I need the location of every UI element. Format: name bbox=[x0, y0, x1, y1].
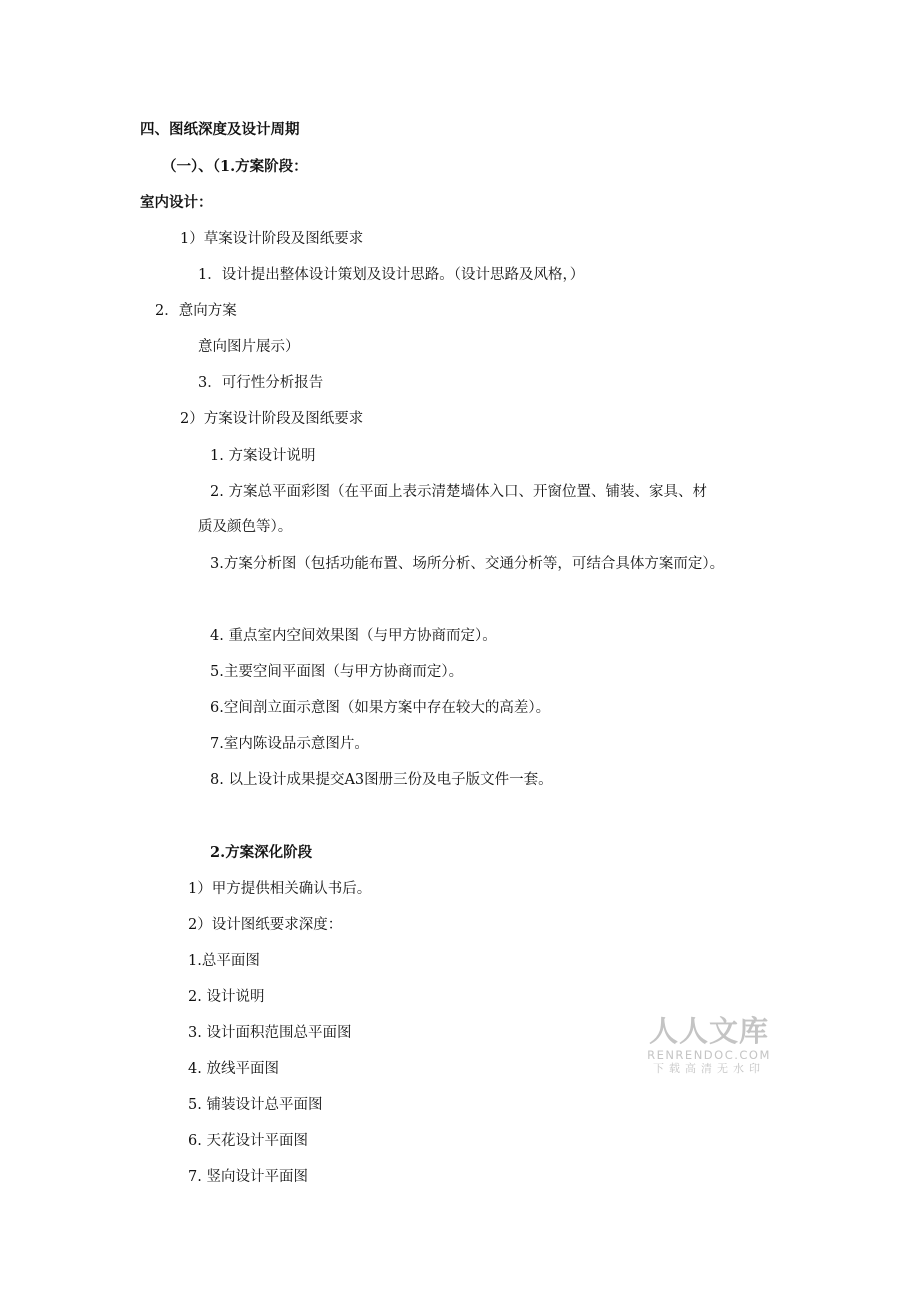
list-item: 3. 设计面积范围总平面图 bbox=[188, 1025, 352, 1041]
list-item: 4. 重点室内空间效果图（与甲方协商而定）。 bbox=[210, 628, 497, 644]
subsection-heading: （一）、（1.方案阶段： bbox=[162, 158, 308, 175]
stage-heading: 2.方案深化阶段 bbox=[210, 844, 313, 861]
list-item: 3．可行性分析报告 bbox=[198, 375, 324, 391]
list-item: 1.总平面图 bbox=[188, 953, 260, 969]
list-item: 2）设计图纸要求深度： bbox=[188, 917, 343, 933]
list-item: 2. 方案总平面彩图（在平面上表示清楚墙体入口、开窗位置、铺装、家具、材 bbox=[210, 484, 707, 500]
list-item: 7. 竖向设计平面图 bbox=[188, 1169, 308, 1185]
list-item: 4. 放线平面图 bbox=[188, 1061, 279, 1077]
list-item: 1）草案设计阶段及图纸要求 bbox=[180, 231, 364, 247]
category-heading: 室内设计： bbox=[140, 194, 213, 211]
list-item: 1．设计提出整体设计策划及设计思路。（设计思路及风格，） bbox=[198, 267, 585, 283]
list-item: 5. 铺装设计总平面图 bbox=[188, 1097, 323, 1113]
watermark-url: RENRENDOC.COM bbox=[647, 1048, 771, 1062]
list-item: 3.方案分析图（包括功能布置、场所分析、交通分析等，可结合具体方案而定）。 bbox=[210, 556, 725, 572]
list-item: 1）甲方提供相关确认书后。 bbox=[188, 881, 372, 897]
watermark-logo bbox=[645, 1015, 773, 1076]
watermark-tagline: 下载高清无水印 bbox=[653, 1062, 765, 1075]
list-item-continuation: 质及颜色等）。 bbox=[198, 519, 293, 535]
list-item: 1. 方案设计说明 bbox=[210, 448, 316, 464]
section-heading: 四、图纸深度及设计周期 bbox=[140, 121, 300, 138]
list-item: 2．意向方案 bbox=[155, 303, 237, 319]
list-item: 5.主要空间平面图（与甲方协商而定）。 bbox=[210, 664, 464, 680]
list-item: 6.空间剖立面示意图（如果方案中存在较大的高差）。 bbox=[210, 700, 551, 716]
watermark-title: 人人文库 bbox=[648, 1014, 769, 1048]
list-item: 意向图片展示） bbox=[198, 339, 300, 355]
list-item: 2）方案设计阶段及图纸要求 bbox=[180, 411, 364, 427]
list-item: 8. 以上设计成果提交A3图册三份及电子版文件一套。 bbox=[210, 772, 553, 788]
list-item: 6. 天花设计平面图 bbox=[188, 1133, 308, 1149]
list-item: 2. 设计说明 bbox=[188, 989, 265, 1005]
list-item: 7.室内陈设品示意图片。 bbox=[210, 736, 369, 752]
